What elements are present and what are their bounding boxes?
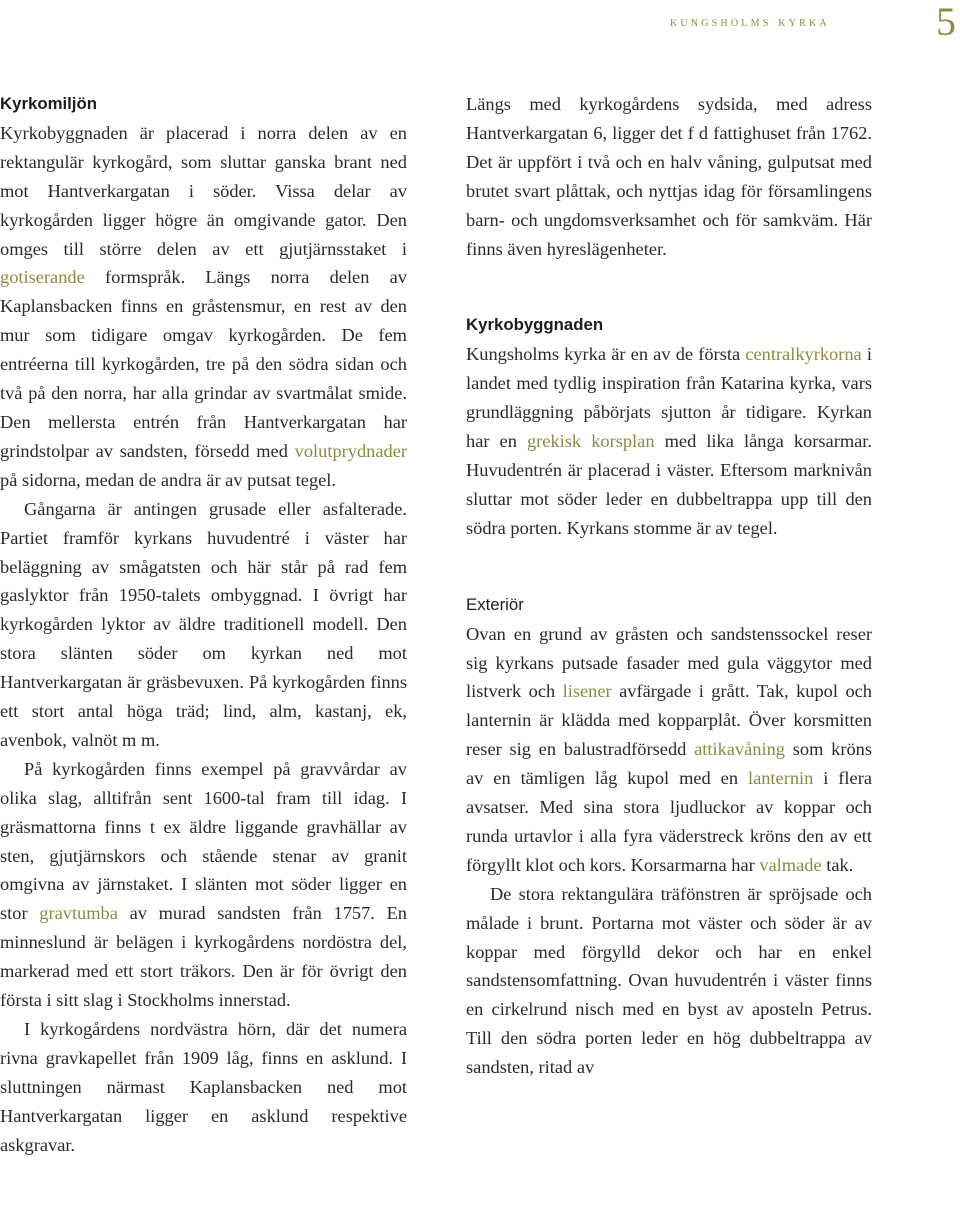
glossary-term[interactable]: centralkyrkorna	[745, 344, 862, 365]
heading-kyrkomiljon: Kyrkomiljön	[0, 94, 97, 113]
section-gap	[466, 263, 872, 311]
paragraph: Ovan en grund av gråsten och sandstenssockel reser sig kyrkans putsade fasader med gula väggytor med listverk och lisener avfärgade i grått. Tak, kupol och lanternin är klädda med kopparplåt. Över korsmitten reser sig en balustradförsedd attikavåning som kröns av en tämligen låg kupol med en lanternin i flera avsatser. Med sina stora ljudluckor av koppar och runda urtavlor i alla fyra väderstreck kröns den av ett förgyllt klot och kors. Korsarmarna har valmade tak.	[466, 623, 872, 875]
glossary-term[interactable]: lanternin	[747, 768, 814, 789]
glossary-term[interactable]: valmade	[759, 854, 822, 875]
paragraph: Kungsholms kyrka är en av de första centralkyrkorna i landet med tydlig inspiration från Katarina kyrka, vars grundläggning påbörjats sjutton år tidigare. Kyrkan har en grekisk korsplan med lika långa korsarmar. Huvudentrén är placerad i väster. Eftersom marknivån sluttar mot söder leder en dubbeltrappa upp till den södra porten. Kyrkans stomme är av tegel.	[466, 344, 872, 538]
glossary-term[interactable]: volutprydnader	[294, 440, 407, 461]
paragraph: Kyrkobyggnaden är placerad i norra delen av en rektangulär kyrkogård, som sluttar ganska brant ned mot Hantverkargatan i söder. Vissa delar av kyrkogården ligger högre än omgivande gator. Den omges till större delen av ett gjutjärnsstaket i gotiserande formspråk. Längs norra delen av Kaplansbacken finns en gråstensmur, en rest av den mur som tidigare omgav kyrkogården. De fem entréerna till kyrkogården, tre på den södra sidan och två på den norra, har alla grindar av svartmålat smide. Den mellersta entrén från Hantverkargatan har grindstolpar av sandsten, försedd med volutprydnader på sidorna, medan de andra är av putsat tegel.	[0, 122, 407, 490]
glossary-term[interactable]: lisener	[562, 681, 612, 702]
left-column	[0, 90, 407, 1160]
glossary-term[interactable]: gravtumba	[39, 903, 118, 924]
glossary-term[interactable]: attikavåning	[694, 739, 785, 760]
right-column	[466, 90, 872, 1082]
heading-exterior: Exteriör	[466, 594, 524, 614]
running-head-title: kungsholms kyrka	[670, 14, 830, 30]
paragraph: I kyrkogårdens nordvästra hörn, där det numera rivna gravkapellet från 1909 låg, finns en asklund. I sluttningen närmast Kaplansbacken ned mot Hantverkargatan ligger en asklund respektive askgravar.	[0, 1019, 407, 1155]
glossary-term[interactable]: grekisk korsplan	[526, 431, 655, 452]
glossary-term[interactable]: gotiserande	[0, 267, 85, 288]
paragraph: På kyrkogården finns exempel på gravvårdar av olika slag, alltifrån sent 1600-tal fram till idag. I gräsmattorna finns t ex äldre liggande gravhällar av sten, gjutjärnskors och stående stenar av granit omgivna av järnstaket. I slänten mot söder ligger en stor gravtumba av murad sandsten från 1757. En minneslund är belägen i kyrkogårdens nordöstra del, markerad med ett stort träkors. Den är för övrigt den första i sitt slag i Stockholms innerstad.	[0, 758, 407, 1011]
paragraph: Längs med kyrkogårdens sydsida, med adress Hantverkargatan 6, ligger det f d fattighuset från 1762. Det är uppfört i två och en halv våning, gulputsat med brutet svart plåttak, och nyttjas idag för församlingens barn- och ungdomsverksamhet och för samkväm. Här finns även hyreslägenheter.	[466, 94, 872, 259]
heading-kyrkobyggnaden: Kyrkobyggnaden	[466, 315, 604, 335]
section-gap	[466, 543, 872, 591]
paragraph: De stora rektangulära träfönstren är spröjsade och målade i brunt. Portarna mot väster och söder är av koppar med förgylld dekor och har en enkel sandstensomfattning. Ovan huvudentrén i väster finns en cirkelrund nisch med en byst av aposteln Petrus. Till den södra porten leder en hög dubbeltrappa av sandsten, ritad av	[466, 883, 872, 1078]
paragraph: Gångarna är antingen grusade eller asfalterade. Partiet framför kyrkans huvudentré i väster har beläggning av smågatsten och här står på rad fem gaslyktor från 1950-talets ombyggnad. I övrigt har kyrkogården lyktor av äldre traditionell modell. Den stora slänten söder om kyrkan ned mot Hantverkargatan är gräsbevuxen. På kyrkogården finns ett stort antal höga träd; lind, alm, kastanj, ek, avenbok, valnöt m m.	[0, 498, 407, 750]
page-number: 5	[936, 0, 956, 44]
